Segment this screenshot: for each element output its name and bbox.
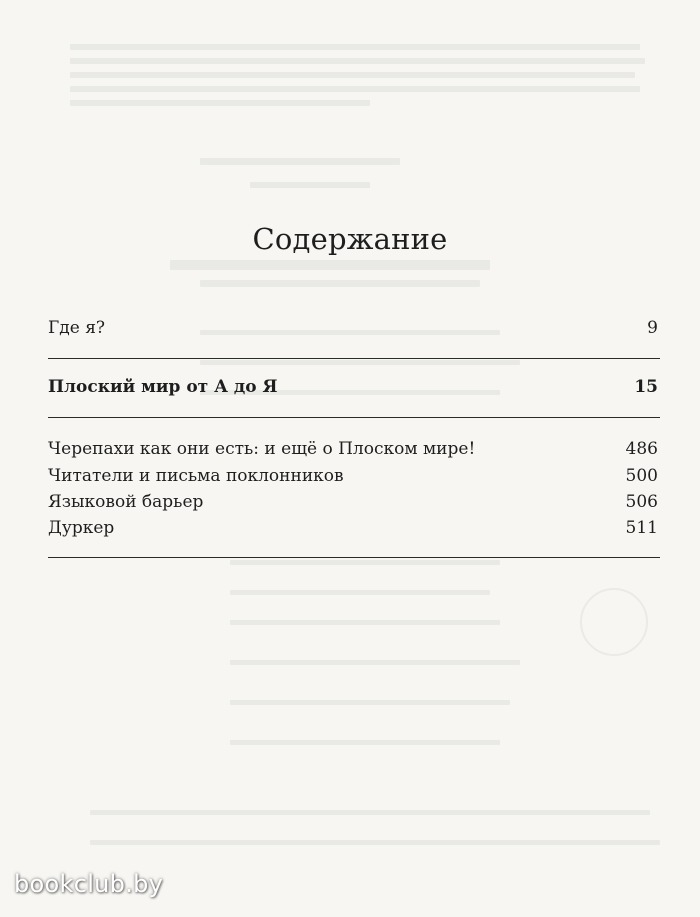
- toc-entry-page: 486: [625, 439, 658, 459]
- toc-entry-label: Плоский мир от А до Я: [48, 377, 278, 397]
- section-divider: [48, 417, 660, 418]
- toc-entry-label: Дуркер: [48, 518, 115, 538]
- toc-entry-page: 500: [625, 466, 658, 486]
- toc-entry-label: Черепахи как они есть: и ещё о Плоском мире!: [48, 439, 476, 459]
- section-divider: [48, 358, 660, 359]
- site-watermark: bookclub.by: [14, 870, 164, 898]
- page-title: Содержание: [252, 222, 448, 256]
- toc-entry-label: Читатели и письма поклонников: [48, 466, 344, 486]
- toc-entry: [48, 492, 658, 512]
- toc-entry: [48, 518, 658, 538]
- toc-entry: [48, 466, 658, 486]
- section-divider: [48, 557, 660, 558]
- toc-entry: [48, 318, 658, 338]
- toc-entry: [48, 439, 658, 459]
- toc-entry-label: Где я?: [48, 318, 106, 338]
- toc-entry-page: 506: [625, 492, 658, 512]
- toc-entry-page: 511: [625, 518, 658, 538]
- toc-entry-page: 15: [634, 377, 658, 397]
- toc-entry-page: 9: [647, 318, 658, 338]
- toc-entry: [48, 377, 658, 397]
- toc-entry-label: Языковой барьер: [48, 492, 204, 512]
